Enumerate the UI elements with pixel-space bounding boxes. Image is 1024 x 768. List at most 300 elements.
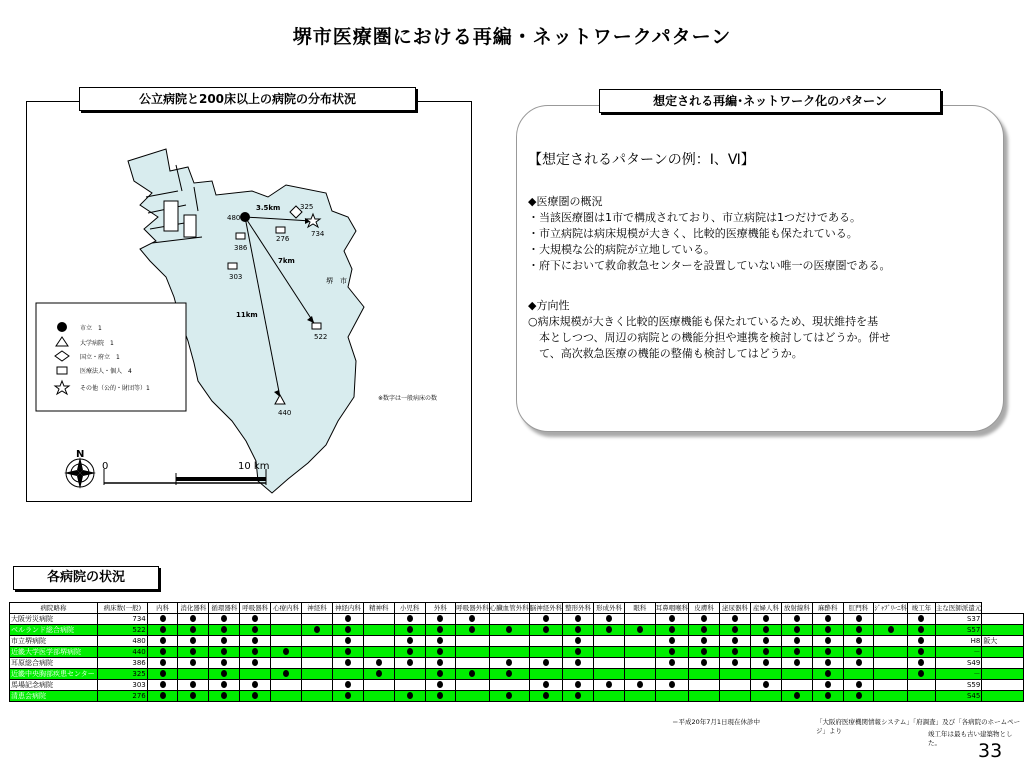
pattern-example: 【想定されるパターンの例：Ⅰ、Ⅵ】 bbox=[528, 152, 755, 168]
department-cell bbox=[781, 669, 812, 680]
department-cell bbox=[874, 669, 908, 680]
department-cell bbox=[874, 691, 908, 702]
department-cell bbox=[594, 636, 625, 647]
department-cell bbox=[489, 658, 529, 669]
column-header: 耳鼻咽喉科 bbox=[655, 603, 689, 612]
department-cell bbox=[394, 669, 425, 680]
available-dot-icon bbox=[794, 659, 800, 666]
department-cell bbox=[363, 680, 394, 691]
department-cell bbox=[781, 680, 812, 691]
available-dot-icon bbox=[825, 681, 831, 688]
pattern-text bbox=[528, 152, 998, 362]
column-header: 心臓血管外科 bbox=[489, 603, 529, 612]
available-dot-icon bbox=[160, 626, 166, 633]
available-dot-icon bbox=[437, 659, 443, 666]
available-dot-icon bbox=[160, 681, 166, 688]
department-cell bbox=[363, 691, 394, 702]
table-row bbox=[10, 669, 1024, 680]
available-dot-icon bbox=[856, 615, 862, 622]
department-cell bbox=[843, 636, 874, 647]
department-cell bbox=[907, 680, 935, 691]
completion-year: S59 bbox=[935, 680, 982, 691]
department-cell bbox=[363, 647, 394, 658]
available-dot-icon bbox=[794, 626, 800, 633]
available-dot-icon bbox=[252, 692, 258, 699]
department-cell bbox=[425, 636, 456, 647]
available-dot-icon bbox=[763, 615, 769, 622]
available-dot-icon bbox=[701, 637, 707, 644]
department-cell bbox=[720, 658, 751, 669]
department-cell bbox=[843, 625, 874, 636]
column-header: 消化器科 bbox=[178, 603, 209, 614]
bed-label: 734 bbox=[311, 230, 325, 238]
available-dot-icon bbox=[763, 681, 769, 688]
bed-count: 325 bbox=[97, 669, 147, 680]
department-cell bbox=[425, 625, 456, 636]
available-dot-icon bbox=[221, 692, 227, 699]
doctor-source bbox=[982, 658, 1024, 669]
department-cell bbox=[271, 614, 302, 625]
hospital-name: 近畿中央胸部疾患センター bbox=[10, 669, 98, 680]
department-cell bbox=[563, 636, 594, 647]
available-dot-icon bbox=[252, 659, 258, 666]
department-cell bbox=[750, 636, 781, 647]
column-header: 肛門科 bbox=[843, 603, 874, 614]
department-cell bbox=[594, 647, 625, 658]
department-cell bbox=[456, 647, 490, 658]
available-dot-icon bbox=[606, 615, 612, 622]
department-cell bbox=[425, 658, 456, 669]
department-cell bbox=[781, 636, 812, 647]
department-cell bbox=[394, 658, 425, 669]
department-cell bbox=[812, 625, 843, 636]
department-cell bbox=[750, 658, 781, 669]
department-cell bbox=[594, 691, 625, 702]
available-dot-icon bbox=[575, 681, 581, 688]
available-dot-icon bbox=[794, 648, 800, 655]
table-row bbox=[10, 680, 1024, 691]
department-cell bbox=[489, 614, 529, 625]
department-cell bbox=[874, 647, 908, 658]
department-cell bbox=[240, 636, 271, 647]
available-dot-icon bbox=[221, 681, 227, 688]
available-dot-icon bbox=[407, 615, 413, 622]
legend-label: 市立 1 bbox=[80, 325, 102, 332]
department-cell bbox=[750, 680, 781, 691]
department-cell bbox=[147, 669, 178, 680]
available-dot-icon bbox=[543, 615, 549, 622]
available-dot-icon bbox=[856, 681, 862, 688]
distance-label: 11km bbox=[236, 311, 258, 319]
department-cell bbox=[489, 625, 529, 636]
available-dot-icon bbox=[437, 637, 443, 644]
available-dot-icon bbox=[637, 626, 643, 633]
hospitals-heading: 各病院の状況 bbox=[13, 566, 159, 590]
available-dot-icon bbox=[918, 637, 924, 644]
direction-line: ○病床規模が大きく比較的医療機能も保たれているため、現状維持を基 bbox=[528, 315, 879, 328]
available-dot-icon bbox=[190, 659, 196, 666]
doctor-source bbox=[982, 680, 1024, 691]
available-dot-icon bbox=[345, 637, 351, 644]
column-header: 循環器科 bbox=[209, 603, 240, 614]
available-dot-icon bbox=[252, 637, 258, 644]
table-row bbox=[10, 625, 1024, 636]
department-cell bbox=[907, 636, 935, 647]
department-cell bbox=[240, 680, 271, 691]
available-dot-icon bbox=[856, 637, 862, 644]
department-cell bbox=[425, 680, 456, 691]
available-dot-icon bbox=[190, 648, 196, 655]
private-hospital-symbol bbox=[228, 263, 237, 269]
department-cell bbox=[332, 691, 363, 702]
department-cell bbox=[489, 636, 529, 647]
available-dot-icon bbox=[825, 637, 831, 644]
available-dot-icon bbox=[221, 626, 227, 633]
private-hospital-symbol bbox=[276, 227, 285, 233]
available-dot-icon bbox=[506, 670, 512, 677]
department-cell bbox=[178, 691, 209, 702]
available-dot-icon bbox=[252, 615, 258, 622]
department-cell bbox=[625, 614, 656, 625]
available-dot-icon bbox=[221, 659, 227, 666]
available-dot-icon bbox=[252, 648, 258, 655]
column-header: 産婦人科 bbox=[750, 603, 781, 614]
department-cell bbox=[625, 636, 656, 647]
available-dot-icon bbox=[732, 615, 738, 622]
department-cell bbox=[456, 669, 490, 680]
department-cell bbox=[425, 669, 456, 680]
available-dot-icon bbox=[732, 637, 738, 644]
column-header: 小児科 bbox=[394, 603, 425, 614]
department-cell bbox=[425, 614, 456, 625]
department-cell bbox=[812, 680, 843, 691]
department-cell bbox=[456, 680, 490, 691]
department-cell bbox=[750, 625, 781, 636]
department-cell bbox=[394, 636, 425, 647]
department-cell bbox=[750, 669, 781, 680]
department-cell bbox=[302, 669, 333, 680]
available-dot-icon bbox=[669, 615, 675, 622]
available-dot-icon bbox=[376, 659, 382, 666]
overview-title: ◆医療圏の概況 bbox=[528, 195, 603, 208]
department-cell bbox=[456, 625, 490, 636]
available-dot-icon bbox=[669, 626, 675, 633]
department-cell bbox=[456, 691, 490, 702]
hospital-name: ベルランド総合病院 bbox=[10, 625, 98, 636]
department-cell bbox=[178, 647, 209, 658]
department-cell bbox=[843, 691, 874, 702]
department-cell bbox=[394, 614, 425, 625]
department-cell bbox=[907, 647, 935, 658]
completion-year: － bbox=[935, 647, 982, 658]
legend-label: 大学病院 1 bbox=[80, 340, 114, 347]
bed-label: 440 bbox=[278, 409, 292, 417]
note-source: 「大阪府医療機関情報システム」「府調査」及び「各病院のホームページ」より bbox=[816, 718, 1021, 735]
available-dot-icon bbox=[918, 659, 924, 666]
department-cell bbox=[781, 691, 812, 702]
available-dot-icon bbox=[345, 659, 351, 666]
department-cell bbox=[563, 669, 594, 680]
department-cell bbox=[781, 658, 812, 669]
available-dot-icon bbox=[701, 626, 707, 633]
department-cell bbox=[332, 647, 363, 658]
department-cell bbox=[147, 691, 178, 702]
available-dot-icon bbox=[763, 659, 769, 666]
department-cell bbox=[394, 691, 425, 702]
available-dot-icon bbox=[283, 648, 289, 655]
available-dot-icon bbox=[637, 681, 643, 688]
department-cell bbox=[843, 658, 874, 669]
column-header: 形成外科 bbox=[594, 603, 625, 614]
available-dot-icon bbox=[825, 659, 831, 666]
department-cell bbox=[209, 680, 240, 691]
department-cell bbox=[689, 691, 720, 702]
available-dot-icon bbox=[669, 659, 675, 666]
available-dot-icon bbox=[407, 637, 413, 644]
department-cell bbox=[750, 647, 781, 658]
department-cell bbox=[178, 625, 209, 636]
department-cell bbox=[594, 614, 625, 625]
department-cell bbox=[209, 636, 240, 647]
available-dot-icon bbox=[763, 648, 769, 655]
private-hospital-symbol bbox=[312, 323, 321, 329]
department-cell bbox=[625, 691, 656, 702]
department-cell bbox=[655, 625, 689, 636]
compass-icon bbox=[64, 457, 96, 489]
department-cell bbox=[874, 658, 908, 669]
department-cell bbox=[332, 614, 363, 625]
department-cell bbox=[302, 614, 333, 625]
bed-count: 276 bbox=[97, 691, 147, 702]
department-cell bbox=[394, 647, 425, 658]
column-header: 主な医師派遣元 bbox=[935, 603, 982, 612]
department-cell bbox=[489, 691, 529, 702]
available-dot-icon bbox=[918, 626, 924, 633]
bed-count: 303 bbox=[97, 680, 147, 691]
department-cell bbox=[209, 625, 240, 636]
department-cell bbox=[332, 669, 363, 680]
department-cell bbox=[689, 625, 720, 636]
doctor-source bbox=[982, 614, 1024, 625]
department-cell bbox=[563, 647, 594, 658]
department-cell bbox=[302, 625, 333, 636]
bed-label: 386 bbox=[234, 244, 248, 252]
available-dot-icon bbox=[407, 659, 413, 666]
department-cell bbox=[209, 614, 240, 625]
available-dot-icon bbox=[575, 615, 581, 622]
department-cell bbox=[907, 669, 935, 680]
department-cell bbox=[178, 636, 209, 647]
available-dot-icon bbox=[763, 626, 769, 633]
available-dot-icon bbox=[437, 692, 443, 699]
available-dot-icon bbox=[825, 692, 831, 699]
doctor-source bbox=[982, 691, 1024, 702]
available-dot-icon bbox=[314, 626, 320, 633]
department-cell bbox=[529, 614, 563, 625]
department-cell bbox=[147, 647, 178, 658]
completion-year: S45 bbox=[935, 691, 982, 702]
available-dot-icon bbox=[856, 626, 862, 633]
department-cell bbox=[812, 614, 843, 625]
bed-label: 522 bbox=[314, 333, 328, 341]
table-row bbox=[10, 691, 1024, 702]
department-cell bbox=[563, 658, 594, 669]
department-cell bbox=[720, 691, 751, 702]
available-dot-icon bbox=[918, 670, 924, 677]
department-cell bbox=[812, 691, 843, 702]
completion-year: S49 bbox=[935, 658, 982, 669]
department-cell bbox=[271, 691, 302, 702]
hospital-name: 市立堺病院 bbox=[10, 636, 98, 647]
department-cell bbox=[655, 614, 689, 625]
department-cell bbox=[178, 614, 209, 625]
department-cell bbox=[750, 614, 781, 625]
department-cell bbox=[655, 647, 689, 658]
pattern-heading: 想定される再編･ネットワーク化のパターン bbox=[599, 89, 941, 113]
department-cell bbox=[178, 658, 209, 669]
available-dot-icon bbox=[190, 681, 196, 688]
available-dot-icon bbox=[437, 648, 443, 655]
department-cell bbox=[332, 625, 363, 636]
column-header: ｼﾞｬﾌﾞﾘｰﾆ科 bbox=[874, 603, 907, 612]
available-dot-icon bbox=[575, 637, 581, 644]
map-heading: 公立病院と200床以上の病院の分布状況 bbox=[79, 87, 416, 111]
completion-year: S57 bbox=[935, 625, 982, 636]
available-dot-icon bbox=[283, 670, 289, 677]
department-cell bbox=[781, 625, 812, 636]
department-cell bbox=[625, 625, 656, 636]
department-cell bbox=[563, 680, 594, 691]
department-cell bbox=[178, 669, 209, 680]
available-dot-icon bbox=[407, 692, 413, 699]
harbour-block bbox=[164, 201, 178, 231]
city-label: 堺 市 bbox=[326, 277, 347, 285]
doctor-source bbox=[982, 625, 1024, 636]
available-dot-icon bbox=[669, 681, 675, 688]
available-dot-icon bbox=[701, 615, 707, 622]
hospitals-table bbox=[9, 602, 1024, 702]
department-cell bbox=[363, 614, 394, 625]
department-cell bbox=[529, 669, 563, 680]
column-header: 神経科 bbox=[302, 603, 333, 614]
available-dot-icon bbox=[732, 648, 738, 655]
department-cell bbox=[240, 647, 271, 658]
department-cell bbox=[271, 636, 302, 647]
available-dot-icon bbox=[221, 615, 227, 622]
bed-label: 276 bbox=[276, 235, 290, 243]
department-cell bbox=[302, 636, 333, 647]
doctor-source bbox=[982, 669, 1024, 680]
department-cell bbox=[689, 669, 720, 680]
legend-rect-icon bbox=[57, 367, 67, 374]
department-cell bbox=[456, 636, 490, 647]
department-cell bbox=[907, 614, 935, 625]
available-dot-icon bbox=[469, 626, 475, 633]
bed-label: 303 bbox=[229, 273, 243, 281]
available-dot-icon bbox=[575, 648, 581, 655]
available-dot-icon bbox=[252, 626, 258, 633]
department-cell bbox=[689, 658, 720, 669]
column-header: 病床数(一般) bbox=[97, 603, 147, 614]
department-cell bbox=[363, 658, 394, 669]
column-header: 竣工年 bbox=[907, 603, 935, 614]
map-note: ※数字は一般病床の数 bbox=[378, 395, 438, 402]
column-header: 整形外科 bbox=[563, 603, 594, 614]
department-cell bbox=[240, 658, 271, 669]
available-dot-icon bbox=[575, 692, 581, 699]
department-cell bbox=[394, 625, 425, 636]
available-dot-icon bbox=[794, 615, 800, 622]
available-dot-icon bbox=[669, 648, 675, 655]
department-cell bbox=[271, 625, 302, 636]
department-cell bbox=[874, 625, 908, 636]
harbour-block bbox=[184, 215, 196, 237]
available-dot-icon bbox=[407, 648, 413, 655]
available-dot-icon bbox=[252, 681, 258, 688]
department-cell bbox=[812, 636, 843, 647]
available-dot-icon bbox=[825, 626, 831, 633]
completion-year: S37 bbox=[935, 614, 982, 625]
column-header: 脳神経外科 bbox=[529, 603, 563, 612]
department-cell bbox=[812, 669, 843, 680]
department-cell bbox=[209, 691, 240, 702]
department-cell bbox=[147, 614, 178, 625]
department-cell bbox=[812, 658, 843, 669]
column-header: 内科 bbox=[147, 603, 178, 614]
department-cell bbox=[529, 691, 563, 702]
available-dot-icon bbox=[160, 648, 166, 655]
available-dot-icon bbox=[506, 692, 512, 699]
department-cell bbox=[332, 636, 363, 647]
department-cell bbox=[456, 614, 490, 625]
available-dot-icon bbox=[543, 681, 549, 688]
department-cell bbox=[209, 658, 240, 669]
available-dot-icon bbox=[160, 615, 166, 622]
available-dot-icon bbox=[345, 648, 351, 655]
department-cell bbox=[425, 691, 456, 702]
department-cell bbox=[843, 669, 874, 680]
available-dot-icon bbox=[345, 626, 351, 633]
department-cell bbox=[843, 614, 874, 625]
available-dot-icon bbox=[345, 692, 351, 699]
overview-line: ・府下において救命救急センターを設置していない唯一の医療圏である。 bbox=[528, 259, 891, 272]
department-cell bbox=[907, 691, 935, 702]
department-cell bbox=[655, 691, 689, 702]
legend-label: 国立・府立 1 bbox=[80, 354, 120, 361]
overview-line: ・市立病院は病床規模が大きく、比較的医療機能も保たれている。 bbox=[528, 227, 858, 240]
table-row bbox=[10, 658, 1024, 669]
department-cell bbox=[302, 658, 333, 669]
available-dot-icon bbox=[701, 659, 707, 666]
available-dot-icon bbox=[825, 670, 831, 677]
department-cell bbox=[689, 647, 720, 658]
available-dot-icon bbox=[856, 659, 862, 666]
department-cell bbox=[529, 680, 563, 691]
department-cell bbox=[147, 658, 178, 669]
department-cell bbox=[529, 625, 563, 636]
hospital-name: 清恵会病院 bbox=[10, 691, 98, 702]
direction-line: て、高次救急医療の機能の整備も検討してはどうか。 bbox=[539, 347, 803, 360]
department-cell bbox=[563, 691, 594, 702]
department-cell bbox=[529, 636, 563, 647]
department-cell bbox=[529, 658, 563, 669]
available-dot-icon bbox=[763, 637, 769, 644]
department-cell bbox=[781, 647, 812, 658]
available-dot-icon bbox=[437, 615, 443, 622]
department-cell bbox=[363, 636, 394, 647]
column-header: 麻酔科 bbox=[812, 603, 843, 614]
department-cell bbox=[240, 669, 271, 680]
